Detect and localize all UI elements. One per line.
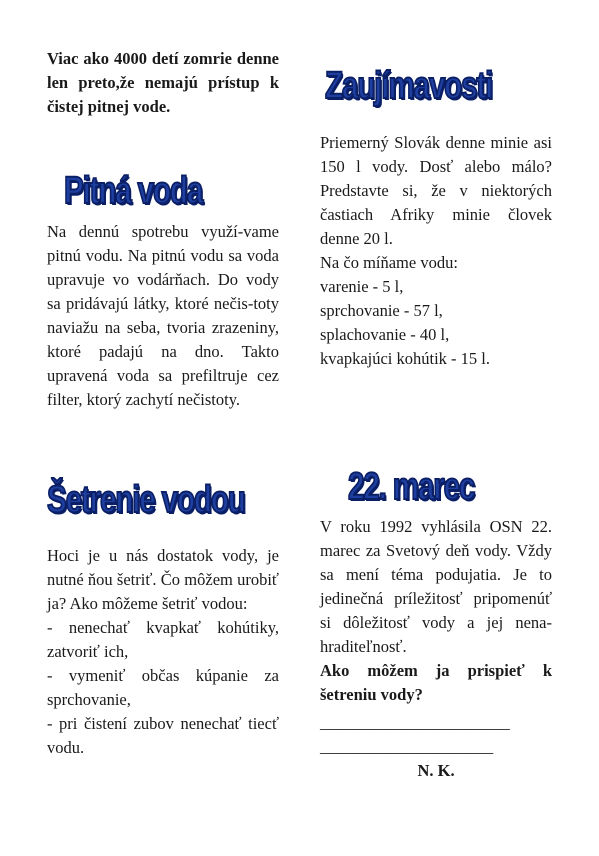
curiosities-heading: Zaujímavosti: [325, 65, 493, 107]
saving-water-heading: Šetrenie vodou: [47, 479, 245, 521]
march22-text: V roku 1992 vyhlásila OSN 22. marec za Svetový deň vody. Vždy sa mení téma podujatia. Je to jedinečná príležitosť pripomenúť si dôležitosť vody a jej nena-hraditeľnosť.: [320, 517, 552, 656]
intro-text: Viac ako 4000 detí zomrie denne len preto,že nemajú prístup k čistej pitnej vode.: [47, 49, 279, 116]
answer-line-1: _______________________: [320, 713, 510, 732]
saving-tip: - nenechať kvapkať kohútiky, zatvoriť ich,: [47, 618, 279, 661]
usage-item: varenie - 5 l,: [320, 277, 404, 296]
curiosities-text: Priemerný Slovák denne minie asi 150 l vody. Dosť alebo málo? Predstavte si, že v niektorých častiach Afriky minie človek denne 20 l.: [320, 133, 552, 248]
usage-item: sprchovanie - 57 l,: [320, 301, 443, 320]
drinking-water-heading: Pitná voda: [64, 170, 203, 212]
saving-water-text: Hoci je u nás dostatok vody, je nutné ňou šetriť. Čo môžem urobiť ja? Ako môžeme šetriť vodou:: [47, 546, 279, 613]
curiosities-section: [320, 131, 552, 371]
answer-line-2: _____________________: [320, 737, 494, 756]
usage-item: splachovanie - 40 l,: [320, 325, 450, 344]
saving-tip: - pri čistení zubov nenechať tiecť vodu.: [47, 714, 279, 757]
question-text: Ako môžem ja prispieť k šetreniu vody?: [320, 661, 552, 704]
drinking-water-text: Na dennú spotrebu využí-vame pitnú vodu. Na pitnú vodu sa voda upravuje vo vodárňach. Do vody sa pridávajú látky, ktoré nečis-toty naviažu na seba, tvoria zrazeniny, ktoré padajú na dno. Takto upravená voda sa prefiltruje cez filter, ktorý zachytí nečistoty.: [47, 222, 279, 409]
saving-tip: - vymeniť občas kúpanie za sprchovanie,: [47, 666, 279, 709]
usage-title: Na čo míňame vodu:: [320, 253, 458, 272]
usage-item: kvapkajúci kohútik - 15 l.: [320, 349, 491, 368]
march22-heading: 22. marec: [348, 466, 475, 508]
signature: N. K.: [417, 761, 455, 780]
saving-water-section: [47, 544, 279, 760]
march22-section: [320, 515, 552, 783]
